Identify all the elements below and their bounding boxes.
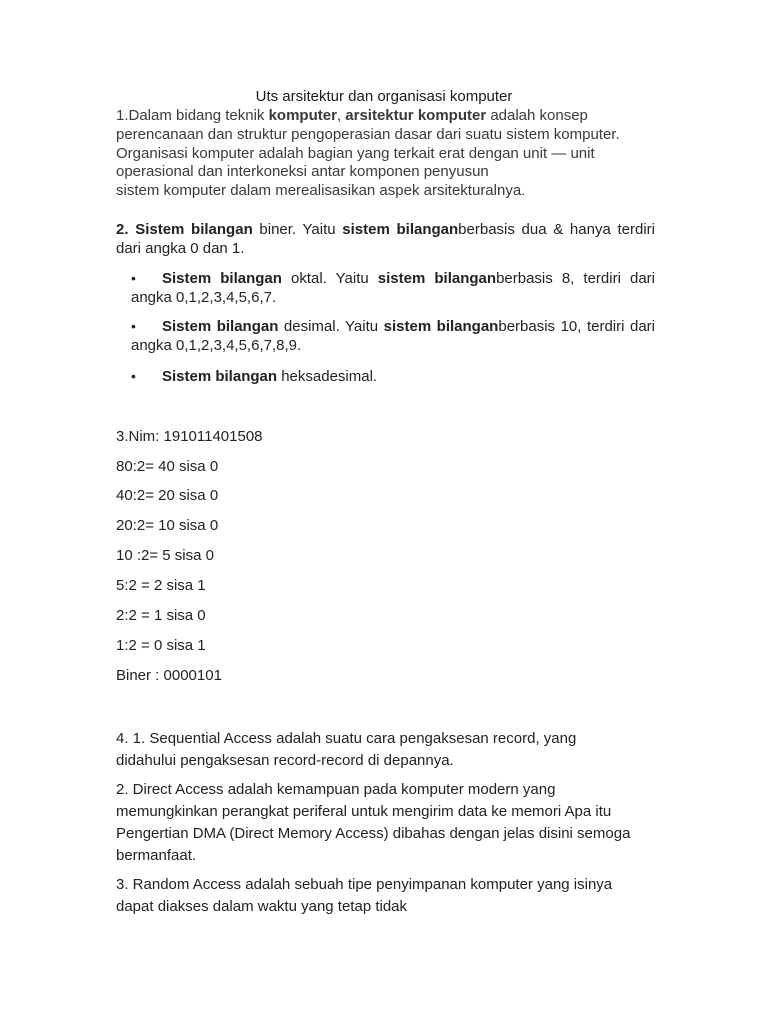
text-run: , bbox=[336, 107, 346, 124]
text-line: memungkinkan perangkat periferal untuk mengirim data ke memori Apa itu bbox=[116, 803, 612, 820]
text-run: berbasis dua & hanya terdiri dari angka 0 dan 1. bbox=[116, 221, 655, 257]
bullet-text bbox=[131, 269, 655, 307]
access-paragraph-random bbox=[116, 874, 656, 918]
calc-line: 80:2= 40 sisa 0 bbox=[116, 458, 219, 475]
bullet-item bbox=[116, 317, 655, 355]
text-line: 2. Direct Access adalah kemampuan pada komputer modern yang bbox=[116, 781, 556, 798]
paragraph-1-line-2: perencanaan dan struktur pengoperasian dasar dari suatu sistem komputer. bbox=[116, 125, 620, 143]
text-run: oktal. Yaitu bbox=[281, 270, 378, 287]
bold-term-komputer: komputer bbox=[268, 107, 337, 124]
text-run: desimal. Yaitu bbox=[278, 318, 384, 335]
paragraph-1-line-4: operasional dan interkoneksi antar komponen penyusun bbox=[116, 163, 489, 181]
bold-term: Sistem bilangan bbox=[162, 270, 282, 287]
text-run: biner. Yaitu bbox=[252, 221, 343, 238]
bullet-icon: • bbox=[131, 270, 136, 286]
text-run: adalah konsep bbox=[486, 107, 588, 124]
text-line: dapat diakses dalam waktu yang tetap tidak bbox=[116, 898, 408, 915]
bold-term: sistem bilangan bbox=[383, 318, 499, 335]
bold-term-arsitektur-komputer: arsitektur komputer bbox=[345, 107, 487, 124]
bold-term: sistem bilangan bbox=[342, 221, 459, 238]
calc-line: 10 :2= 5 sisa 0 bbox=[116, 547, 214, 564]
bullet-icon: • bbox=[131, 318, 136, 334]
text-line: bermanfaat. bbox=[116, 847, 197, 864]
calc-line: 1:2 = 0 sisa 1 bbox=[116, 637, 206, 654]
bullet-list bbox=[116, 269, 655, 386]
text-run: berbasis 8, terdiri dari angka 0,1,2,3,4,5,6,7. bbox=[131, 270, 655, 306]
bold-term: sistem bilangan bbox=[377, 270, 497, 287]
text-run: berbasis 10, terdiri dari angka 0,1,2,3,4,5,6,7,8,9. bbox=[131, 318, 655, 354]
bold-term: Sistem bilangan bbox=[162, 368, 278, 385]
calc-line: 40:2= 20 sisa 0 bbox=[116, 487, 219, 504]
paragraph-1-line-5: sistem komputer dalam merealisasikan aspek arsitekturalnya. bbox=[116, 182, 526, 200]
paragraph-2 bbox=[116, 220, 655, 258]
bullet-text bbox=[131, 317, 655, 355]
text-line: didahului pengaksesan record-record di depannya. bbox=[116, 752, 454, 769]
paragraph-1-line-1 bbox=[116, 107, 656, 126]
bullet-icon: • bbox=[131, 368, 136, 384]
access-paragraph-sequential bbox=[116, 728, 656, 772]
calc-line: 20:2= 10 sisa 0 bbox=[116, 517, 219, 534]
text-run: heksadesimal. bbox=[277, 368, 378, 385]
text-line: Pengertian DMA (Direct Memory Access) dibahas dengan jelas disini semoga bbox=[116, 825, 631, 842]
bullet-item bbox=[116, 269, 655, 307]
calc-result: Biner : 0000101 bbox=[116, 667, 222, 684]
calc-line: 5:2 = 2 sisa 1 bbox=[116, 577, 206, 594]
access-paragraph-direct bbox=[116, 779, 656, 867]
paragraph-1-line-3: Organisasi komputer adalah bagian yang terkait erat dengan unit — unit bbox=[116, 144, 595, 162]
bold-heading: 2. Sistem bilangan bbox=[116, 221, 253, 238]
bold-term: Sistem bilangan bbox=[162, 318, 279, 335]
bullet-text bbox=[131, 367, 655, 386]
document-title: Uts arsitektur dan organisasi komputer bbox=[255, 88, 513, 105]
text-line: 4. 1. Sequential Access adalah suatu cara pengaksesan record, yang bbox=[116, 730, 577, 747]
text-line: 3. Random Access adalah sebuah tipe penyimpanan komputer yang isinya bbox=[116, 876, 613, 893]
bullet-item bbox=[116, 367, 655, 386]
paragraph-1 bbox=[116, 107, 656, 201]
calc-line: 2:2 = 1 sisa 0 bbox=[116, 607, 206, 624]
calc-line: 3.Nim: 191011401508 bbox=[116, 428, 263, 445]
text-run: 1.Dalam bidang teknik bbox=[116, 107, 269, 124]
